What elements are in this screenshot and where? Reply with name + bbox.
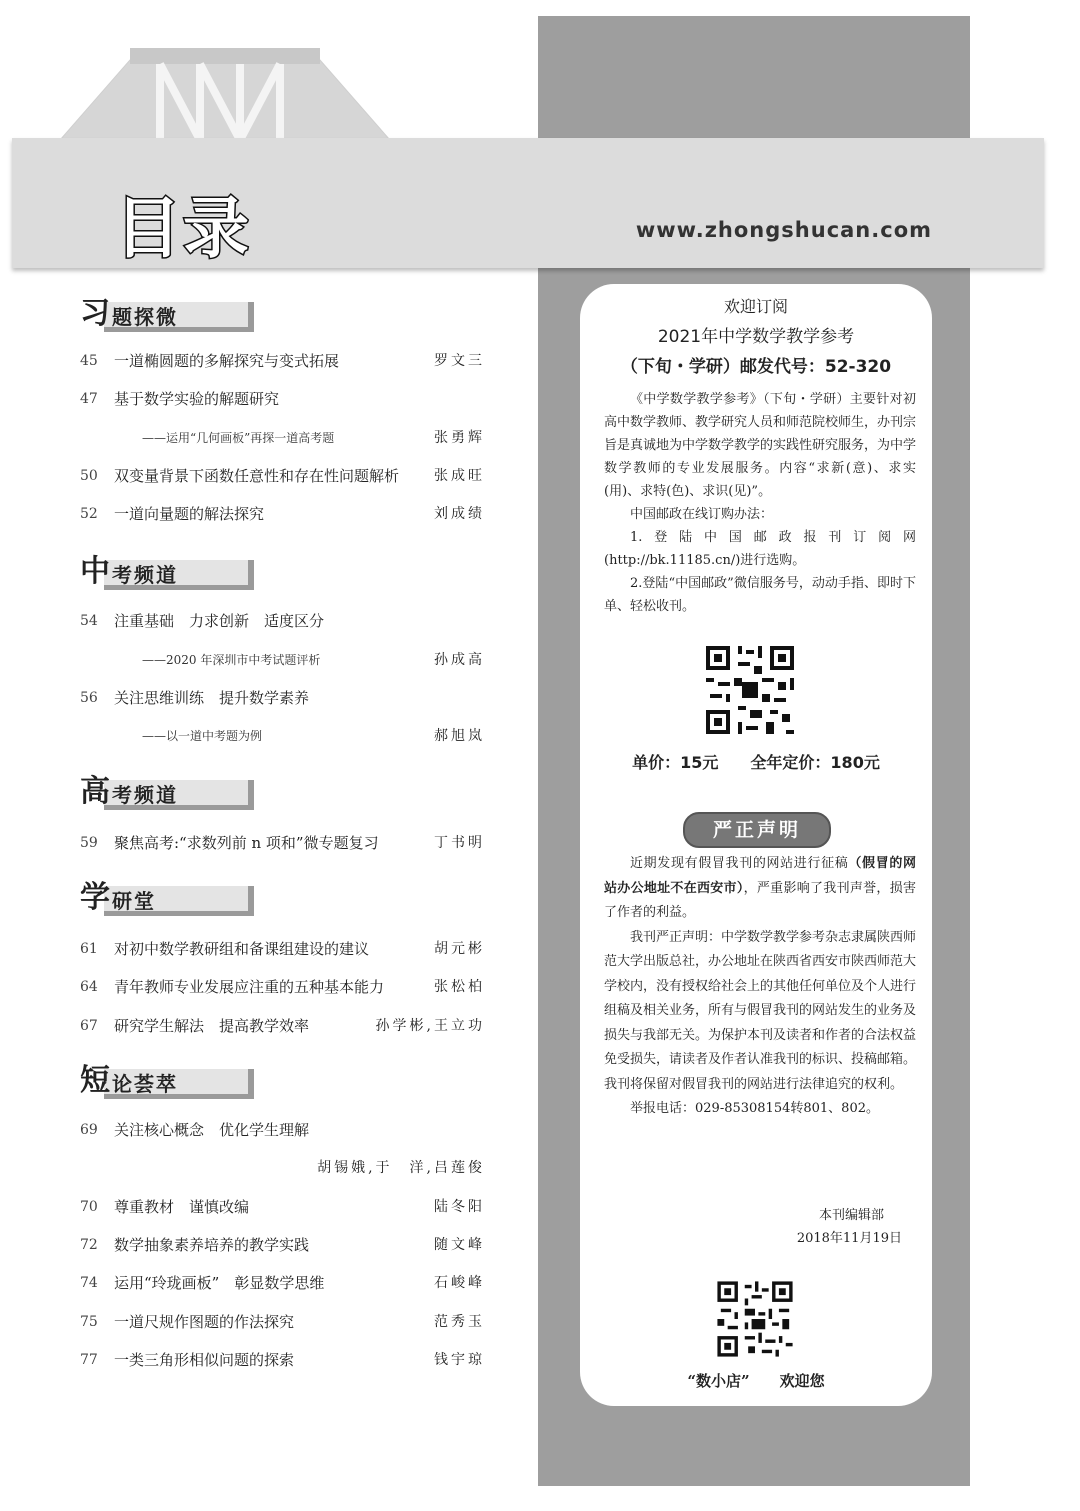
notice-paragraph-1: 近期发现有假冒我刊的网站进行征稿（假冒的网站办公地址不在西安市），严重影响了我刊声誉，损害了作者的利益。: [604, 856, 916, 920]
section-heading-1: [80, 288, 280, 338]
welcome-text: 欢迎订阅: [723, 297, 788, 316]
qr-code-postal[interactable]: [702, 642, 798, 738]
section-big-char: 学: [80, 880, 110, 915]
section-heading-5: [80, 1055, 280, 1105]
section-big-char: 短: [80, 1063, 110, 1098]
shop-welcome: “数小店” 欢迎您: [687, 1372, 825, 1390]
postal-code-line: （下旬・学研）邮发代号：52-320: [620, 357, 892, 377]
section-heading-4: [80, 872, 280, 922]
notice-paragraph-2: 我刊严正声明：中学数学教学参考杂志隶属陕西师范大学出版总社，办公地址在陕西省西安市陕西师范大学校内，没有授权给社会上的其他任何单位及个人进行组稿及相关业务，所有与假冒我刊的网站发生的业务及损失与我部无关。为保护本刊及读者和作者的合法权益免受损失，请读者及作者认准我刊的标识、投稿邮箱。我刊将保留对假冒我刊的网站进行法律追究的权利。: [604, 929, 917, 1092]
hotline: 举报电话：029-85308154转801、802。: [630, 1101, 879, 1116]
order-step-2: 2.登陆“中国邮政”微信服务号，动动手指、即时下单、轻松收刊。: [604, 576, 916, 614]
section-plate: 考频道: [104, 780, 254, 810]
section-heading-3: [80, 766, 280, 816]
truss-decoration: [60, 40, 390, 140]
qr-code-icon: [702, 642, 798, 738]
intro-paragraph: 《中学数学教学参考》（下旬・学研）主要针对初高中数学教师、教学研究人员和师范院校师生，办刊宗旨是真诚地为中学数学教学的实践性研究服务，为中学数学教师的专业发展服务。内容“求新(意)、求实(用)、求特(色)、求识(见)”。: [604, 392, 917, 499]
qr-code-icon: [714, 1278, 796, 1360]
section-plate: 考频道: [104, 560, 254, 590]
section-plate: 研堂: [104, 886, 254, 916]
statement-banner: 严正声明: [683, 812, 831, 848]
section-heading-2: [80, 546, 280, 596]
subscription-text: [604, 388, 916, 618]
section-plate: 题探微: [104, 302, 254, 332]
qr-code-shop[interactable]: [714, 1278, 796, 1360]
section-big-char: 中: [80, 554, 110, 589]
subscription-card: [580, 284, 932, 1406]
website-url: www.zhongshucan.com: [635, 218, 932, 242]
statement-date: 2018年11月19日: [796, 1231, 902, 1246]
page-title: 目录: [115, 190, 251, 267]
notice-text: [604, 852, 916, 1122]
how-to-order: 中国邮政在线订购办法：: [630, 507, 774, 522]
order-step-1: 1.登陆中国邮政报刊订阅网(http://bk.11185.cn/)进行选购。: [604, 530, 916, 568]
section-big-char: 高: [80, 774, 110, 809]
editorial-signature: 本刊编辑部: [818, 1208, 884, 1223]
journal-line: 2021年中学数学教学参考: [657, 327, 855, 347]
section-big-char: 习: [80, 296, 110, 331]
section-plate: 论荟萃: [104, 1069, 254, 1099]
price-line: 单价：15元 全年定价：180元: [632, 753, 880, 772]
